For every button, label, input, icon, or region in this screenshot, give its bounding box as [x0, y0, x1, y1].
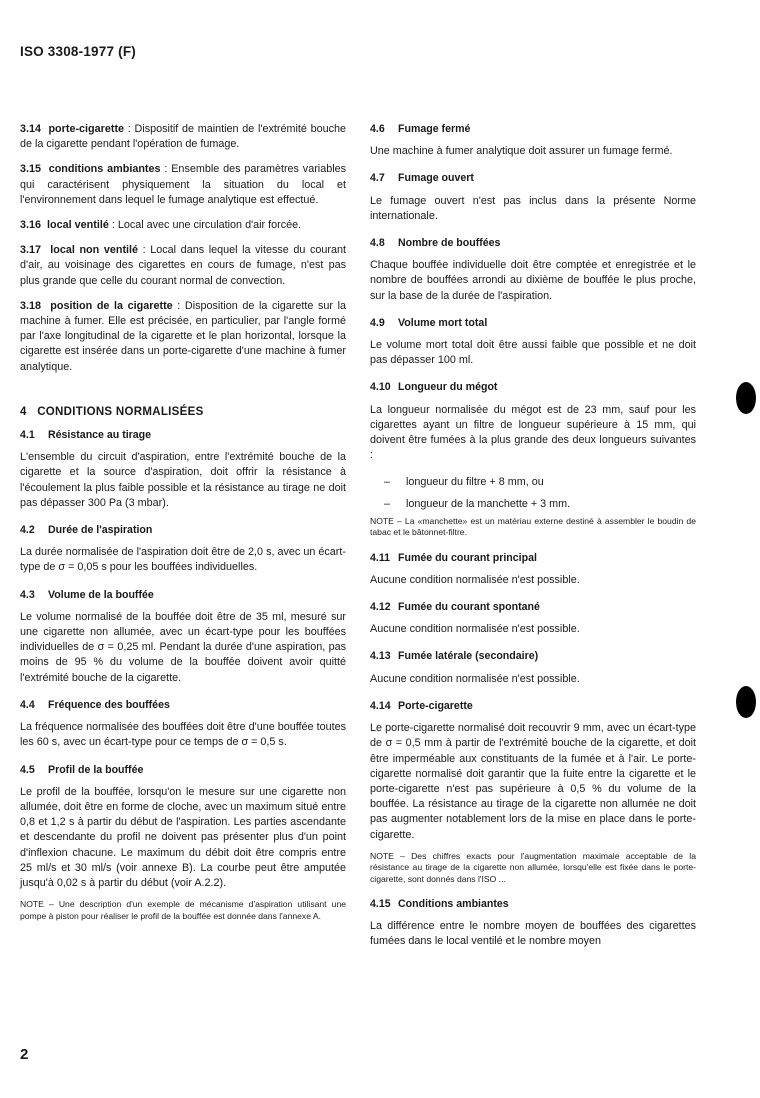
section-heading [370, 699, 696, 714]
definition-term: local non ventilé [50, 244, 139, 257]
section-number: 4.7 [370, 172, 385, 185]
definition-text: Ensemble des paramètres variables qui caractérisent physiquement la situation du local et l'environnement dans lequel le fumage analytique est effectué. [20, 163, 346, 206]
section-number: 4.15 [370, 897, 391, 910]
binder-hole-mark [736, 686, 756, 718]
clause-title: CONDITIONS NORMALISÉES [37, 405, 204, 418]
section-4-4 [20, 698, 346, 751]
definition-3-18 [20, 299, 346, 375]
definition-separator: : [160, 163, 172, 176]
section-heading [20, 428, 346, 443]
definition-term: conditions ambiantes [48, 163, 161, 176]
definition-separator: : [124, 123, 135, 135]
section-title: Conditions ambiantes [398, 897, 509, 910]
section-4-15 [370, 897, 696, 950]
section-heading [20, 763, 346, 778]
definition-term: position de la cigarette [50, 299, 173, 312]
left-column [20, 122, 346, 934]
section-4-6 [370, 122, 696, 159]
definition-separator: : [108, 219, 118, 232]
section-text: Aucune condition normalisée n'est possible. [370, 672, 580, 685]
definition-text: Local avec une circulation d'air forcée. [117, 219, 302, 232]
section-heading [370, 122, 696, 137]
section-heading [370, 551, 696, 566]
section-text: Aucune condition normalisée n'est possible. [370, 623, 580, 636]
definition-3-14 [20, 122, 346, 152]
section-title: Fréquence des bouffées [48, 698, 170, 711]
definition-separator: : [138, 244, 151, 257]
section-text: Le profil de la bouffée, lorsqu'on le mesure sur une cigarette non allumée, doit être en forme de cloche, avec un maximum situé entre 0,8 et 1,2 s à partir du début de l'aspiration. Les parties ascendante et descendante du profil ne doivent pas présenter plus d'un point d'inflexion chacune. Le maximum du débit doit être compris entre 25 ml/s et 30 ml/s (voir annexe B). La courbe peut être amputée jusqu'à 0,02 s à partir du début (voir A.2.2). [20, 785, 346, 889]
document-header: ISO 3308-1977 (F) [20, 44, 136, 59]
section-heading [370, 649, 696, 664]
section-number: 4.10 [370, 381, 391, 394]
section-4-5 [20, 763, 346, 922]
section-text: La fréquence normalisée des bouffées doit être d'une bouffée toutes les 60 s, avec un écart-type pour ce temps de σ = 0,5 s. [20, 721, 346, 749]
section-4-14 [370, 699, 696, 885]
section-number: 4.13 [370, 650, 391, 663]
section-text: La différence entre le nombre moyen de bouffées des cigarettes fumées dans le local ventilé et le nombre moyen [370, 920, 696, 948]
definition-3-16 [20, 218, 346, 233]
section-note: NOTE – Des chiffres exacts pour l'augmentation maximale acceptable de la résistance au tirage de la cigarette non allumée, lorsqu'elle est fixée dans le porte-cigarette, sont donnés dans l'ISO ... [370, 850, 696, 884]
section-text: Le porte-cigarette normalisé doit recouvrir 9 mm, avec un écart-type de σ = 0,5 mm à partir de l'extrémité bouche de la cigarette, et doit être imperméable aux constituants de la fumée et à l'air. Le porte-cigarette normalisé doit garantir que la fuite entre la cigarette et le porte-cigarette n'est pas supérieure à 0,5 % du volume de la bouffée. La résistance au tirage de la cigarette non allumée ne doit pas augmenter notablement lors de la mise en place dans le porte-cigarette. [370, 722, 696, 841]
section-note: NOTE – La «manchette» est un matériau externe destiné à assembler le boudin de tabac et le bâtonnet-filtre. [370, 515, 696, 538]
section-title: Fumée du courant spontané [398, 601, 540, 614]
section-title: Durée de l'aspiration [48, 524, 153, 537]
section-title: Résistance au tirage [48, 429, 152, 442]
section-4-7 [370, 171, 696, 224]
section-number: 4.3 [20, 588, 35, 601]
section-heading [20, 523, 346, 538]
page-number: 2 [20, 1046, 29, 1063]
definition-term: local ventilé [47, 219, 109, 232]
section-number: 4.5 [20, 763, 35, 776]
section-number: 4.9 [370, 316, 385, 329]
definition-text: Dispositif de maintien de l'extrémité bouche de la cigarette pendant l'opération de fumage. [20, 123, 346, 151]
section-heading [370, 171, 696, 186]
section-text: L'ensemble du circuit d'aspiration, entre l'extrémité bouche de la cigarette et la source d'aspiration, doit offrir la résistance à l'écoulement la plus faible possible et la résistance au tirage ne doit pas dépasser 300 Pa (3 mbar). [20, 451, 346, 509]
binder-hole-mark [736, 382, 756, 414]
list-item: – longueur de la manchette + 3 mm. [370, 497, 696, 512]
section-heading [370, 380, 696, 395]
section-title: Volume de la bouffée [48, 588, 154, 601]
section-text: Chaque bouffée individuelle doit être comptée et enregistrée et le nombre de bouffées arrondi au dixième de bouffée le plus proche, sur la base de la durée de l'aspiration. [370, 259, 696, 302]
section-4-13 [370, 649, 696, 686]
section-4-10 [370, 380, 696, 538]
section-4-8 [370, 236, 696, 304]
section-text: La longueur normalisée du mégot est de 23 mm, sauf pour les cigarettes ayant un filtre de longueur supérieure à 15 mm, qui doivent être fumées à la plus grande des deux longueurs suivantes : [370, 403, 696, 462]
section-number: 4.14 [370, 699, 391, 712]
clause-4-heading [20, 405, 346, 420]
section-number: 4.8 [370, 237, 385, 250]
section-number: 4.4 [20, 698, 35, 711]
section-text: Le fumage ouvert n'est pas inclus dans la présente Norme internationale. [370, 194, 696, 222]
section-number: 4.11 [370, 551, 391, 564]
section-note: NOTE – Une description d'un exemple de mécanisme d'aspiration utilisant une pompe à piston pour réaliser le profil de la bouffée est donnée dans l'annexe A. [20, 899, 346, 921]
definition-3-15 [20, 162, 346, 208]
section-4-1 [20, 428, 346, 511]
right-column [370, 122, 696, 962]
section-number: 4.2 [20, 524, 35, 537]
section-text: Le volume mort total doit être aussi faible que possible et ne doit pas dépasser 100 ml. [370, 339, 696, 367]
definition-number: 3.16 [20, 219, 42, 232]
definition-separator: : [172, 299, 185, 312]
section-heading [370, 600, 696, 615]
section-title: Profil de la bouffée [48, 763, 144, 776]
section-title: Longueur du mégot [398, 381, 498, 394]
section-title: Fumée latérale (secondaire) [398, 650, 539, 663]
definition-3-17 [20, 243, 346, 289]
section-4-2 [20, 523, 346, 576]
section-title: Fumage fermé [398, 123, 471, 135]
section-4-12 [370, 600, 696, 637]
section-4-3 [20, 588, 346, 686]
section-title: Fumage ouvert [398, 172, 474, 185]
list-item: – longueur du filtre + 8 mm, ou [370, 475, 696, 490]
section-text: Le volume normalisé de la bouffée doit être de 35 ml, mesuré sur une cigarette non allumée, avec un écart-type pour les bouffées individuelles de σ = 0,25 ml. Pendant la durée d'une aspiration, pas moins de 95 % du volume de la bouffée doivent avoir quitté l'extrémité bouche de la cigarette. [20, 610, 346, 684]
section-title: Nombre de bouffées [398, 237, 501, 250]
definition-number: 3.14 [20, 123, 42, 135]
section-text: Aucune condition normalisée n'est possible. [370, 573, 580, 586]
section-number: 4.12 [370, 601, 391, 614]
section-heading [370, 897, 696, 912]
section-number: 4.6 [370, 123, 385, 135]
definition-text: Local dans lequel la vitesse du courant d'air, au voisinage des cigarettes en cours de fumage, n'est pas plus grande que celle du courant normal de convection. [20, 244, 346, 287]
section-heading [370, 236, 696, 251]
section-title: Porte-cigarette [398, 699, 473, 712]
length-options-list [370, 475, 696, 511]
definition-number: 3.18 [20, 299, 42, 312]
definition-number: 3.15 [20, 163, 42, 176]
section-text: Une machine à fumer analytique doit assurer un fumage fermé. [370, 145, 673, 158]
definition-term: porte-cigarette [48, 123, 125, 135]
clause-number: 4 [20, 405, 27, 418]
section-title: Fumée du courant principal [398, 551, 537, 564]
section-heading [370, 316, 696, 331]
definition-text: Disposition de la cigarette sur la machine à fumer. Elle est précisée, en particulier, par l'angle formé par l'axe longitudinal de la cigarette et le plan horizontal, lorsque la cigarette est insérée dans un porte-cigarette d'une machine à fumer analytique. [20, 299, 347, 373]
section-heading [20, 698, 346, 713]
definition-number: 3.17 [20, 244, 42, 257]
section-title: Volume mort total [398, 316, 488, 329]
section-heading [20, 588, 346, 603]
section-number: 4.1 [20, 429, 35, 442]
section-text: La durée normalisée de l'aspiration doit être de 2,0 s, avec un écart-type de σ = 0,05 s pour les bouffées individuelles. [20, 546, 346, 574]
section-4-9 [370, 316, 696, 369]
section-4-11 [370, 551, 696, 588]
